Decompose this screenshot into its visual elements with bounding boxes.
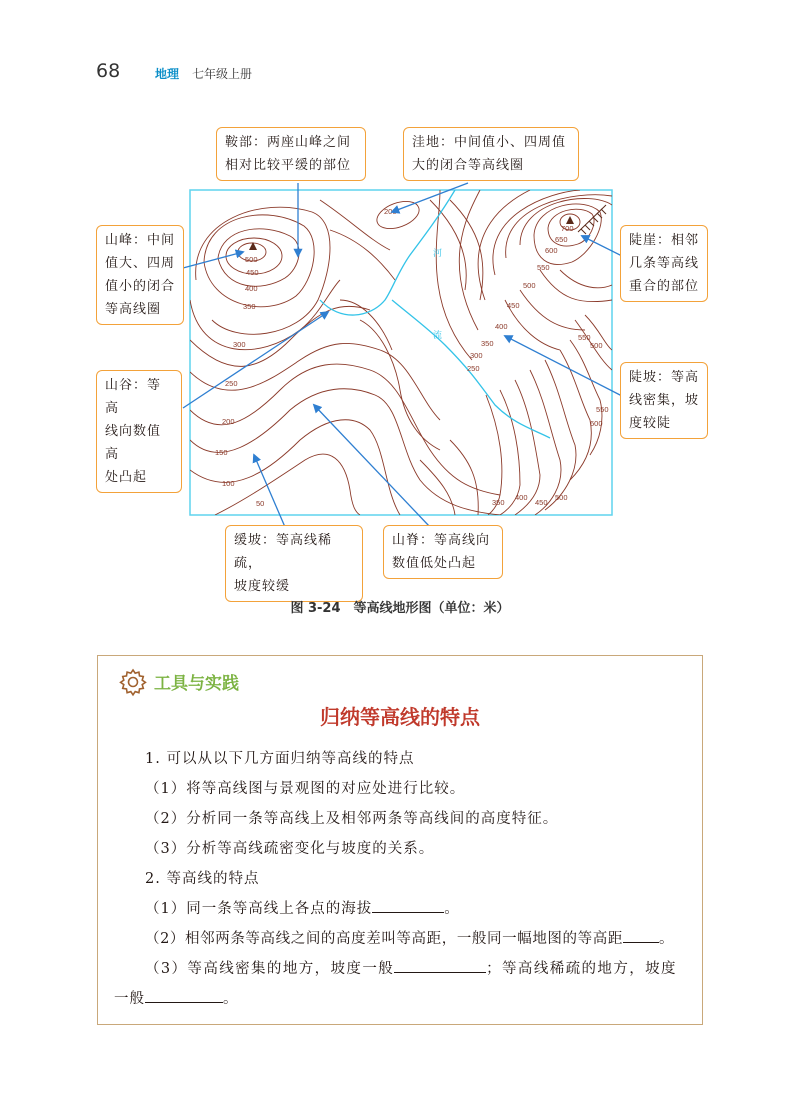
callout-text: 线密集，坡 <box>629 393 700 408</box>
elev-label: 200 <box>222 417 235 426</box>
elev-label: 600 <box>590 419 603 428</box>
section-label: 工具与实践 <box>154 674 239 694</box>
fill-in-line-2 <box>145 927 674 948</box>
elev-label: 350 <box>243 302 256 311</box>
fill-text: ；等高线稀疏的地方，坡度 <box>486 961 677 977</box>
callout-peak <box>96 225 184 325</box>
elev-label: 650 <box>555 235 568 244</box>
elev-label: 450 <box>246 268 259 277</box>
elev-label: 300 <box>233 340 246 349</box>
callout-text: 数值低处凸起 <box>392 556 477 571</box>
elev-label: 600 <box>545 246 558 255</box>
elev-label: 500 <box>555 493 568 502</box>
elev-label: 100 <box>222 479 235 488</box>
callout-text: 几条等高线 <box>629 256 700 271</box>
practice-line: 1. 可以从以下几方面归纳等高线的特点 <box>145 751 415 767</box>
gear-icon <box>118 667 148 697</box>
callout-basin <box>403 127 579 181</box>
elev-label: 350 <box>492 498 505 507</box>
elev-label: 350 <box>481 339 494 348</box>
fill-text: 。 <box>658 931 675 947</box>
elev-label: 450 <box>535 498 548 507</box>
fill-text: （3）等高线密集的地方，坡度一般 <box>145 961 395 977</box>
elev-label: 450 <box>507 301 520 310</box>
callout-saddle <box>216 127 366 181</box>
elev-label: 50 <box>256 499 265 508</box>
activity-title: 归纳等高线的特点 <box>320 705 480 729</box>
callout-text: 相对比较平缓的部位 <box>225 158 352 173</box>
fill-text: 一般 <box>114 991 145 1007</box>
elev-label: 400 <box>495 322 508 331</box>
header-subject: 地理 <box>155 67 180 81</box>
callout-text: 处凸起 <box>105 470 148 485</box>
callout-text: 度较陡 <box>629 416 672 431</box>
callout-valley <box>96 370 182 493</box>
answer-blank[interactable] <box>394 958 486 973</box>
practice-line: （3）分析等高线疏密变化与坡度的关系。 <box>145 841 435 857</box>
fill-text: 。 <box>444 901 460 917</box>
figure-caption: 图 3-24 等高线地形图（单位：米） <box>290 601 510 616</box>
answer-blank[interactable] <box>145 988 223 1003</box>
callout-text: 鞍部：两座山峰之间 <box>225 135 352 150</box>
elev-label: 550 <box>596 405 609 414</box>
callout-gentle-slope <box>225 525 363 602</box>
callout-text: 陡坡：等高 <box>629 370 700 385</box>
fill-in-line-3-cont <box>114 987 239 1008</box>
elev-label: 550 <box>578 333 591 342</box>
fill-in-line-1 <box>145 897 460 918</box>
callout-text: 线向数值高 <box>105 424 162 462</box>
river-label-2: 流 <box>433 331 443 341</box>
elev-label: 400 <box>515 493 528 502</box>
fill-text: 。 <box>223 991 239 1007</box>
header-grade: 七年级上册 <box>192 67 253 81</box>
practice-line: 2. 等高线的特点 <box>145 871 260 887</box>
elev-label: 200 <box>384 207 397 216</box>
answer-blank[interactable] <box>372 898 444 913</box>
callout-text: 大的闭合等高线圈 <box>412 158 525 173</box>
callout-text: 山谷：等高 <box>105 378 162 416</box>
elev-label: 500 <box>523 281 536 290</box>
practice-line: （1）将等高线图与景观图的对应处进行比较。 <box>145 781 466 797</box>
callout-text: 坡度较缓 <box>234 579 291 594</box>
callout-text: 缓坡：等高线稀疏， <box>234 533 333 571</box>
callout-text: 等高线圈 <box>105 302 162 317</box>
fill-in-line-3 <box>145 957 677 978</box>
elev-label: 550 <box>537 263 550 272</box>
elev-label: 500 <box>590 341 603 350</box>
callout-ridge <box>383 525 503 579</box>
elev-label: 400 <box>245 284 258 293</box>
elev-label: 250 <box>225 379 238 388</box>
callout-cliff <box>620 225 708 302</box>
callout-text: 重合的部位 <box>629 279 700 294</box>
elev-label: 150 <box>215 448 228 457</box>
fill-text: （2）相邻两条等高线之间的高度差叫等高距，一般同一幅地图的等高距 <box>145 931 623 947</box>
elev-label: 700 <box>561 224 574 233</box>
callout-text: 洼地：中间值小、四周值 <box>412 135 567 150</box>
callout-text: 值小的闭合 <box>105 279 176 294</box>
callout-steep-slope <box>620 362 708 439</box>
practice-line: （2）分析同一条等高线上及相邻两条等高线间的高度特征。 <box>145 811 559 827</box>
elev-label: 300 <box>470 351 483 360</box>
elev-label: 500 <box>245 255 258 264</box>
callout-text: 山脊：等高线向 <box>392 533 491 548</box>
callout-text: 陡崖：相邻 <box>629 233 700 248</box>
page-number: 68 <box>96 60 121 82</box>
fill-text: （1）同一条等高线上各点的海拔 <box>145 901 373 917</box>
elev-label: 250 <box>467 364 480 373</box>
river-label-1: 河 <box>433 249 443 259</box>
callout-text: 山峰：中间 <box>105 233 176 248</box>
answer-blank[interactable] <box>623 928 659 943</box>
map-frame <box>190 190 612 515</box>
callout-text: 值大、四周 <box>105 256 176 271</box>
